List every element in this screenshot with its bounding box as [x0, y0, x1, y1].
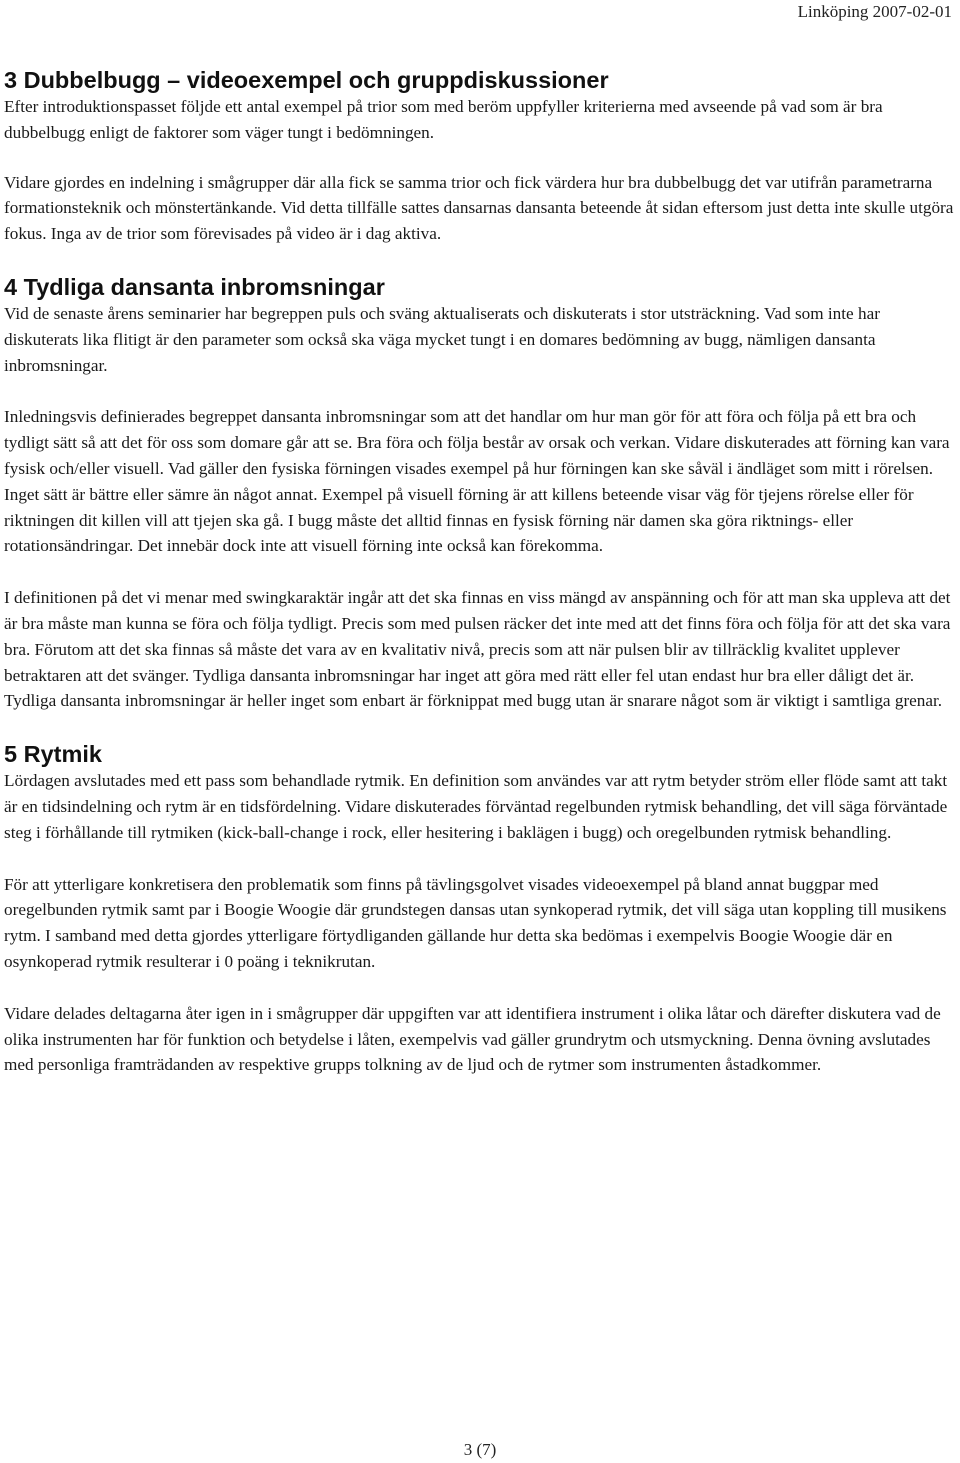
- section-4: [4, 273, 956, 714]
- section-3-heading: 3 Dubbelbugg – videoexempel och gruppdiskussioner: [4, 67, 609, 93]
- section-4-paragraph: I definitionen på det vi menar med swingkaraktär ingår att det ska finnas en viss mängd av anspänning och för att man ska uppleva att det är bra måste man kunna se föra och följa tydligt. Precis som med pulsen räcker det inte med att det finns föra och följa för att det ska vara bra. Förutom att det ska finnas så måste det vara av en kvalitativ nivå, precis som att när pulsen blir av tillräcklig kvalitet upplever betraktaren att det svänger. Tydliga dansanta inbromsningar har inget att göra med rätt eller fel utan endast hur bra eller dåligt det är. Tydliga dansanta inbromsningar är heller inget som enbart är förknippat med bugg utan är snarare något som är viktigt i samtliga grenar.: [4, 588, 951, 711]
- section-3-paragraph: Vidare gjordes en indelning i smågrupper där alla fick se samma trior och fick värdera hur bra dubbelbugg det var utifrån parametrarna formationsteknik och mönstertänkande. Vid detta tillfälle sattes dansarnas dansanta beteende åt sidan eftersom just detta inte skulle utgöra fokus. Inga av de trior som förevisades på video är i dag aktiva.: [4, 172, 954, 244]
- section-5-heading: 5 Rytmik: [4, 741, 102, 768]
- paragraph-spacer: [4, 378, 956, 404]
- section-3: [4, 66, 956, 247]
- paragraph-spacer: [4, 846, 956, 872]
- section-spacer: [4, 247, 956, 273]
- paragraph-spacer: [4, 975, 956, 1001]
- page-number: 3 (7): [463, 1440, 497, 1459]
- section-4-paragraph: Inledningsvis definierades begreppet dansanta inbromsningar som att det handlar om hur man gör för att föra och följa på ett bra och tydligt sätt så att det för oss som domare går att se. Bra föra och följa består av orsak och verkan. Vidare diskuterades att förning kan vara fysisk och/eller visuell. Vad gäller den fysiska förningen visades exempel på hur förningen kan ske såväl i ändläget som mitt i rörelsen. Inget sätt är bättre eller sämre än något annat. Exempel på visuell förning är att killens beteende visar väg för tjejens rörelse eller för riktningen dit killen vill att tjejen ska gå. I bugg måste det alltid finnas en fysisk förning när damen ska göra riktnings- eller rotationsändringar. Det innebär dock inte att visuell förning inte också kan förekomma.: [4, 407, 950, 556]
- document-date: Linköping 2007-02-01: [797, 2, 952, 21]
- section-5-paragraph: Vidare delades deltagarna åter igen in i smågrupper där uppgiften var att identifiera instrument i olika låtar och därefter diskutera vad de olika instrumenten har för funktion och betydelse i låten, exempelvis vad gäller grundrytm och utsmyckning. Denna övning avslutades med personliga framträdanden av respektive grupps tolkning av de ljud och de rytmer som instrumenten åstadkommer.: [4, 1003, 941, 1075]
- section-spacer: [4, 714, 956, 740]
- paragraph-spacer: [4, 146, 956, 170]
- paragraph-spacer: [4, 559, 956, 585]
- section-4-heading: 4 Tydliga dansanta inbromsningar: [4, 273, 385, 300]
- section-5-paragraph: För att ytterligare konkretisera den problematik som finns på tävlingsgolvet visades videoexempel på bland annat buggpar med oregelbunden rytmik samt par i Boogie Woogie där grundstegen dansas utan synkoperad rytmik, det vill säga utan koppling till musikens rytm. I samband med detta gjordes ytterligare förtydliganden gällande hur detta ska bedömas i exempelvis Boogie Woogie där en osynkoperad rytmik resulterar i 0 poäng i teknikrutan.: [4, 874, 947, 971]
- section-3-paragraph: Efter introduktionspasset följde ett antal exempel på trior som med beröm uppfyller kriterierna med avseende på vad som är bra dubbelbugg enligt de faktorer som väger tungt i bedömningen.: [4, 97, 883, 142]
- section-4-paragraph: Vid de senaste årens seminarier har begreppen puls och sväng aktualiserats och diskuterats i stor utsträckning. Vad som inte har diskuterats lika flitigt är den parameter som också ska väga mycket tungt i en domares bedömning av bugg, nämligen dansanta inbromsningar.: [4, 303, 880, 375]
- section-5: [4, 740, 956, 1078]
- section-5-paragraph: Lördagen avslutades med ett pass som behandlade rytmik. En definition som användes var att rytm betyder ström eller flöde samt att takt är en tidsindelning och rytm är en tidsfördelning. Vidare diskuterades förväntad regelbunden rytmisk behandling, det vill säga förväntade steg i förhållande till rytmiken (kick-ball-change i rock, eller hesitering i baklägen i bugg) och oregelbunden rytmisk behandling.: [4, 771, 948, 842]
- document-body: [4, 66, 956, 1078]
